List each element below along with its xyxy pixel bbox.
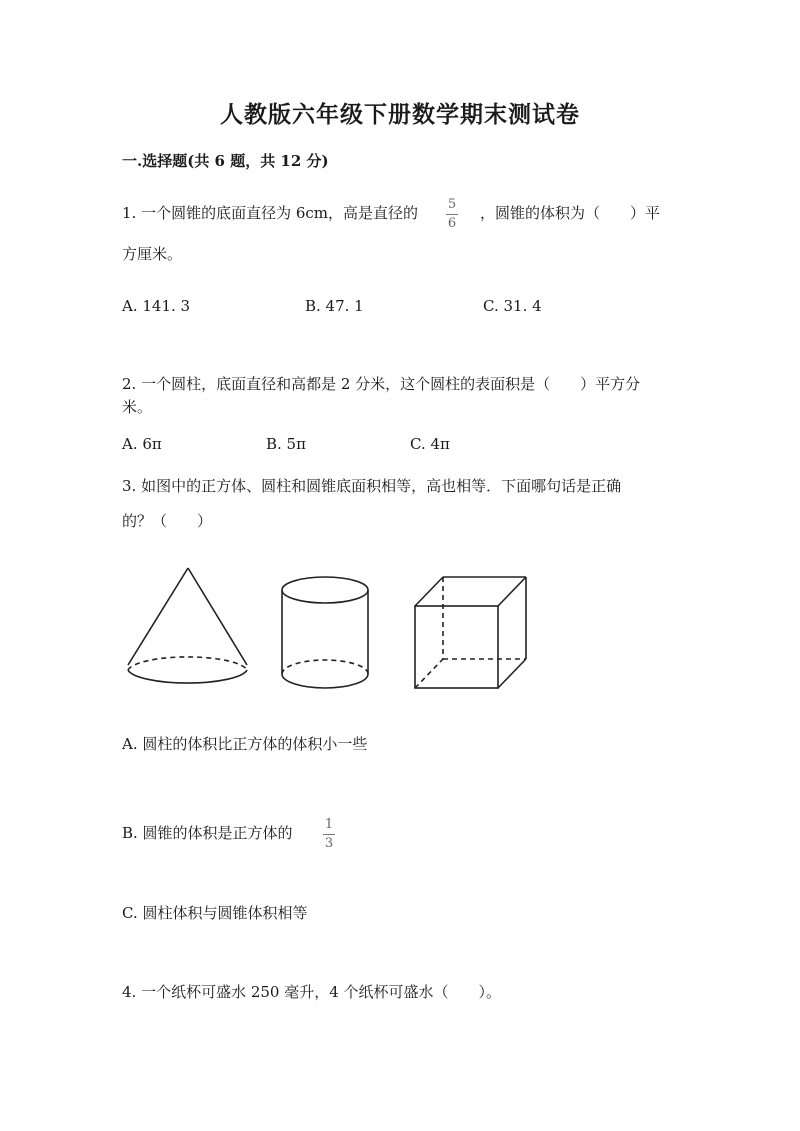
q2-stem-line1: 2. 一个圆柱，底面直径和高都是 2 分米，这个圆柱的表面积是（ ）平方分: [122, 375, 641, 393]
q1-fraction: [446, 198, 458, 231]
q2-option-c[interactable]: C. 4π: [410, 435, 450, 453]
section-heading: 一.选择题(共 6 题，共 12 分): [122, 152, 329, 170]
q3-option-b-fraction: [323, 818, 335, 851]
cone-icon: [128, 568, 247, 683]
cylinder-icon: [282, 577, 368, 688]
fraction-bar: [323, 834, 335, 835]
q3-stem-line2: 的？（ ）: [122, 512, 213, 530]
q1-option-c[interactable]: C. 31. 4: [483, 297, 542, 315]
q1-stem-line2: 方厘米。: [122, 245, 183, 263]
q2-stem-line2: 米。: [122, 398, 153, 416]
q1-stem-part2: ，圆锥的体积为（ ）平: [480, 204, 661, 222]
page-title: 人教版六年级下册数学期末测试卷: [220, 101, 580, 128]
q3-stem-line1: 3. 如图中的正方体、圆柱和圆锥底面积相等，高也相等．下面哪句话是正确: [122, 477, 622, 495]
q2-option-a[interactable]: A. 6π: [122, 435, 162, 453]
cube-icon: [415, 577, 526, 688]
q3-option-a[interactable]: A. 圆柱的体积比正方体的体积小一些: [122, 735, 368, 753]
q3-option-c[interactable]: C. 圆柱体积与圆锥体积相等: [122, 904, 308, 922]
q3-option-b[interactable]: B. 圆锥的体积是正方体的: [122, 824, 293, 842]
q2-option-b[interactable]: B. 5π: [266, 435, 306, 453]
q4-stem-line1: 4. 一个纸杯可盛水 250 毫升，4 个纸杯可盛水（ ）。: [122, 983, 502, 1001]
q1-option-a[interactable]: A. 141. 3: [122, 297, 191, 315]
fraction-bar: [446, 214, 458, 215]
q3-fraction-numerator: 1: [324, 817, 334, 832]
solids-figure: [110, 560, 550, 700]
q1-fraction-numerator: 5: [447, 197, 457, 212]
q1-fraction-denominator: 6: [447, 216, 457, 231]
q3-fraction-denominator: 3: [324, 836, 334, 851]
q1-stem-part1: 1. 一个圆锥的底面直径为 6cm，高是直径的: [122, 204, 419, 222]
q1-option-b[interactable]: B. 47. 1: [305, 297, 364, 315]
